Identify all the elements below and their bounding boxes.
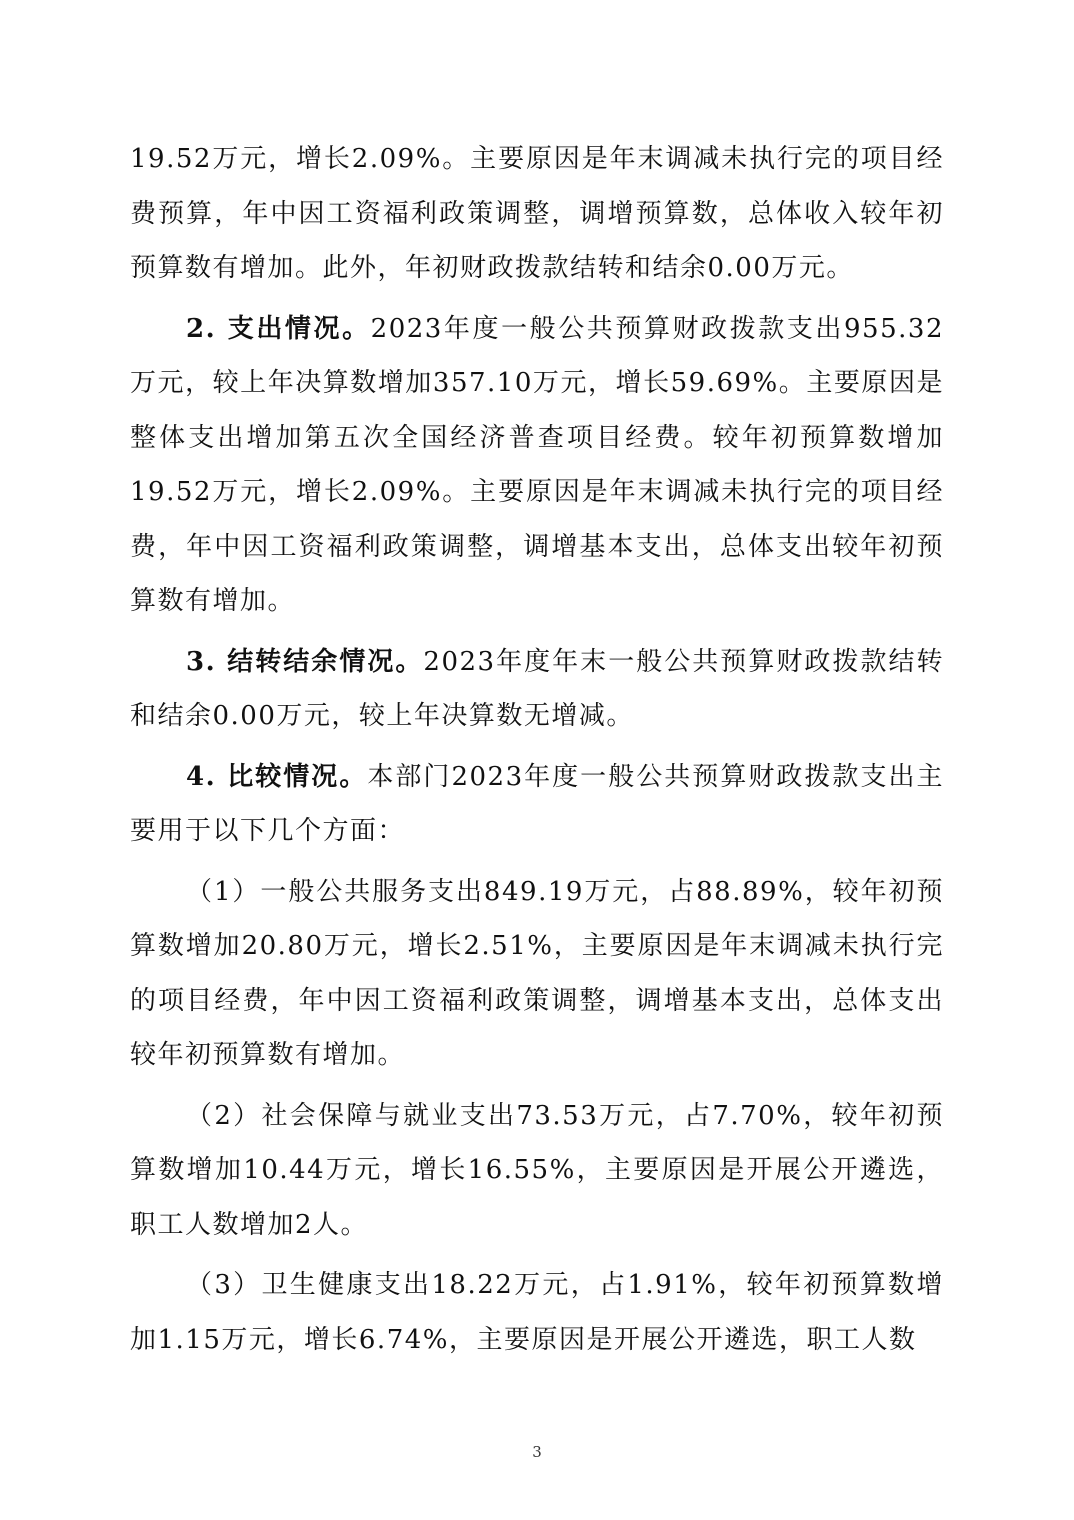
paragraph-comparison: [130, 750, 944, 859]
paragraph-income-continuation: [130, 132, 944, 296]
paragraph-text: 本部门2023年度一般公共预算财政拨款支出主要用于以下几个方面：: [130, 761, 944, 846]
page-number: 3: [532, 1443, 542, 1461]
document-body: [130, 132, 944, 1367]
paragraph-carryover: [130, 635, 944, 744]
paragraph-item-1: [130, 865, 944, 1083]
paragraph-expenditure: [130, 302, 944, 629]
paragraph-text: 2023年度一般公共预算财政拨款支出955.32万元，较上年决算数增加357.10万元，增长59.69%。主要原因是整体支出增加第五次全国经济普查项目经费。较年初预算数增加19.52万元，增长2.09%。主要原因是年末调减未执行完的项目经费，年中因工资福利政策调整，调增基本支出，总体支出较年初预算数有增加。: [130, 313, 944, 616]
paragraph-text: （2）社会保障与就业支出73.53万元，占7.70%，较年初预算数增加10.44万元，增长16.55%，主要原因是开展公开遴选，职工人数增加2人。: [130, 1100, 944, 1240]
paragraph-item-2: [130, 1089, 944, 1253]
paragraph-text: 19.52万元，增长2.09%。主要原因是年末调减未执行完的项目经费预算，年中因工资福利政策调整，调增预算数，总体收入较年初预算数有增加。此外，年初财政拨款结转和结余0.00万元。: [130, 144, 944, 283]
section-heading-comparison: 4. 比较情况。: [186, 761, 368, 792]
section-heading-expenditure: 2. 支出情况。: [186, 313, 371, 344]
paragraph-text: 2023年度年末一般公共预算财政拨款结转和结余0.00万元，较上年决算数无增减。: [130, 646, 944, 731]
paragraph-text: （1）一般公共服务支出849.19万元，占88.89%，较年初预算数增加20.80万元，增长2.51%，主要原因是年末调减未执行完的项目经费，年中因工资福利政策调整，调增基本支出，总体支出较年初预算数有增加。: [130, 876, 944, 1070]
paragraph-text: （3）卫生健康支出18.22万元，占1.91%，较年初预算数增加1.15万元，增长6.74%，主要原因是开展公开遴选，职工人数: [130, 1270, 944, 1355]
section-heading-carryover: 3. 结转结余情况。: [186, 646, 424, 677]
paragraph-item-3: [130, 1258, 944, 1367]
